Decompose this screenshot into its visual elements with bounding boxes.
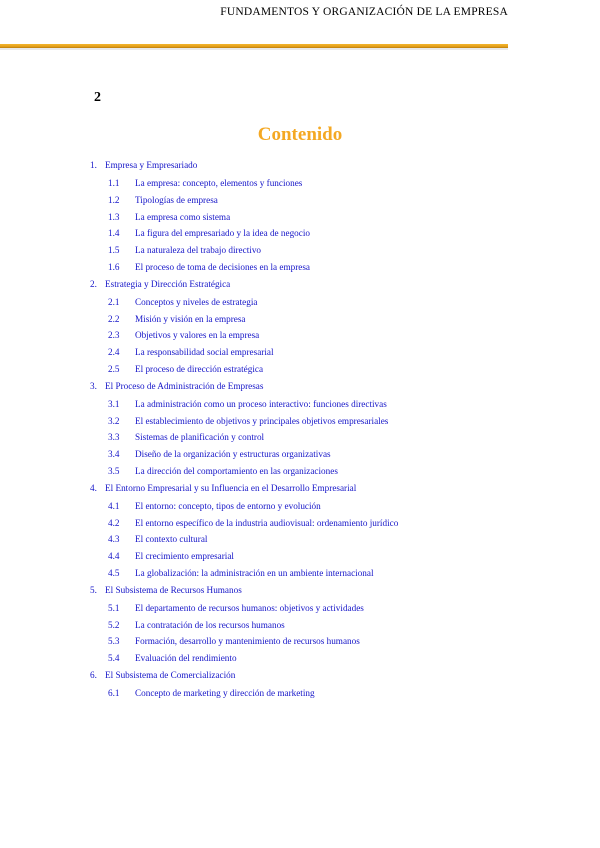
toc-section-5 [90,585,242,596]
item-title: La empresa como sistema [135,211,231,222]
toc-item [108,330,259,341]
item-number: 2.1 [108,296,120,307]
toc-item-number-link[interactable] [108,314,135,324]
toc-item-number-link[interactable] [108,449,135,459]
toc-section-link[interactable] [90,279,230,289]
toc-item-title-link[interactable] [135,228,310,238]
toc-section-link[interactable] [90,585,242,595]
toc-item [108,297,257,308]
page-number: 2 [94,90,101,105]
toc-section-3 [90,381,263,392]
toc-item [108,518,398,529]
item-title: El establecimiento de objetivos y principales objetivos empresariales [135,415,389,426]
toc-item-number-link[interactable] [108,364,135,374]
section-number: 5. [90,584,97,595]
toc-item-number-link[interactable] [108,330,135,340]
item-title: Formación, desarrollo y mantenimiento de recursos humanos [135,636,360,647]
item-title: El proceso de dirección estratégica [135,364,264,374]
toc-item [108,262,310,273]
toc-item [108,551,234,562]
item-number: 4.5 [108,568,120,578]
item-title: El crecimiento empresarial [135,551,234,562]
section-title: Empresa y Empresariado [105,160,198,170]
item-number: 1.4 [108,228,120,239]
item-number: 4.3 [108,534,120,545]
section-title: El Entorno Empresarial y su Influencia en el Desarrollo Empresarial [105,482,357,493]
toc-item-number-link[interactable] [108,518,135,528]
toc-item-title-link[interactable] [135,449,331,459]
item-title: La responsabilidad social empresarial [135,347,274,358]
item-title: La naturaleza del trabajo directivo [135,245,262,256]
toc-item-title-link[interactable] [135,212,230,222]
section-number: 3. [90,380,97,391]
toc-item-number-link[interactable] [108,688,135,698]
toc-item-title-link[interactable] [135,501,321,511]
item-number: 1.6 [108,262,120,272]
toc-item-number-link[interactable] [108,178,135,188]
toc-item-number-link[interactable] [108,653,135,663]
section-title: Estrategia y Dirección Estratégica [105,278,231,289]
item-number: 5.4 [108,653,120,664]
toc-item [108,620,285,631]
toc-item-title-link[interactable] [135,653,237,663]
section-title: El Subsistema de Comercialización [105,670,236,680]
toc-item-title-link[interactable] [135,416,388,426]
item-number: 4.4 [108,551,120,562]
toc-item-number-link[interactable] [108,432,135,442]
toc-item-number-link[interactable] [108,347,135,357]
toc-section-4 [90,483,356,494]
section-number: 2. [90,278,97,289]
toc-section-1 [90,160,197,171]
item-number: 3.5 [108,466,120,476]
item-title: El entorno: concepto, tipos de entorno y evolución [135,500,321,511]
toc-item-title-link[interactable] [135,330,259,340]
toc-item-title-link[interactable] [135,314,246,324]
item-number: 2.5 [108,364,120,374]
toc-item-title-link[interactable] [135,551,234,561]
toc-item [108,688,315,699]
toc-item-title-link[interactable] [135,262,310,272]
item-title: Sistemas de planificación y control [135,432,265,443]
item-number: 5.1 [108,602,120,613]
toc-item-number-link[interactable] [108,551,135,561]
item-number: 2.2 [108,313,120,324]
toc-item [108,449,331,460]
toc-section-link[interactable] [90,670,235,680]
toc-item-title-link[interactable] [135,245,261,255]
toc-item [108,228,310,239]
item-title: La contratación de los recursos humanos [135,619,285,630]
item-title: La administración como un proceso interactivo: funciones directivas [135,398,387,409]
toc-item [108,347,274,358]
item-number: 1.1 [108,178,120,188]
item-title: El proceso de toma de decisiones en la empresa [135,262,311,272]
item-title: La globalización: la administración en un ambiente internacional [135,568,374,578]
item-title: Objetivos y valores en la empresa [135,330,260,341]
item-title: Evaluación del rendimiento [135,653,237,664]
item-number: 3.4 [108,449,120,460]
toc-item-number-link[interactable] [108,501,135,511]
toc-item [108,399,387,410]
section-number: 6. [90,670,97,680]
toc-section-link[interactable] [90,160,197,170]
toc-item [108,178,302,189]
item-title: Concepto de marketing y dirección de marketing [135,688,315,698]
toc-title: Contenido [257,124,343,145]
toc-item [108,364,263,375]
toc-item-title-link[interactable] [135,534,207,544]
item-title: Tipologías de empresa [135,194,218,205]
toc-section-link[interactable] [90,381,263,391]
item-number: 5.2 [108,619,120,630]
item-number: 1.2 [108,194,120,205]
item-title: El contexto cultural [135,534,208,545]
toc-item [108,432,264,443]
toc-section-2 [90,279,230,290]
toc-item-number-link[interactable] [108,620,135,630]
toc-item [108,653,237,664]
toc-item-title-link[interactable] [135,620,285,630]
item-number: 3.3 [108,432,120,443]
toc-item [108,466,338,477]
toc-item [108,245,261,256]
toc-item [108,534,207,545]
item-title: Misión y visión en la empresa [135,313,246,324]
item-number: 1.5 [108,245,120,256]
toc-item-title-link[interactable] [135,347,274,357]
toc-item-number-link[interactable] [108,636,135,646]
toc-item-number-link[interactable] [108,212,135,222]
item-number: 1.3 [108,211,120,222]
toc-item-number-link[interactable] [108,416,135,426]
toc-item [108,568,374,579]
item-number: 4.2 [108,517,120,528]
toc-item-title-link[interactable] [135,364,263,374]
item-number: 2.3 [108,330,120,341]
item-title: La dirección del comportamiento en las organizaciones [135,466,338,476]
toc-item [108,636,360,647]
item-number: 3.1 [108,398,120,409]
toc-section-link[interactable] [90,483,356,493]
toc-item-number-link[interactable] [108,534,135,544]
item-number: 2.4 [108,347,120,358]
toc-item [108,416,388,427]
toc-item [108,195,218,206]
item-number: 5.3 [108,636,120,647]
toc-item-title-link[interactable] [135,466,338,476]
toc-item-number-link[interactable] [108,568,135,578]
toc-item-title-link[interactable] [135,195,218,205]
toc-item-number-link[interactable] [108,297,135,307]
toc-item [108,603,364,614]
item-title: El departamento de recursos humanos: objetivos y actividades [135,602,364,613]
item-title: El entorno específico de la industria audiovisual: ordenamiento jurídico [135,517,399,528]
item-number: 4.1 [108,500,120,511]
section-title: El Subsistema de Recursos Humanos [105,584,242,595]
toc-item [108,212,230,223]
toc-item-number-link[interactable] [108,262,135,272]
toc-item-title-link[interactable] [135,568,374,578]
toc-item-number-link[interactable] [108,466,135,476]
section-number: 1. [90,160,97,170]
toc-item-number-link[interactable] [108,228,135,238]
toc-item [108,314,246,325]
toc-item-title-link[interactable] [135,603,364,613]
toc-item-title-link[interactable] [135,399,387,409]
toc-item-title-link[interactable] [135,432,264,442]
section-number: 4. [90,482,97,493]
toc-item-number-link[interactable] [108,399,135,409]
toc-section-6 [90,670,235,681]
toc-item-title-link[interactable] [135,178,302,188]
header-title: FUNDAMENTOS Y ORGANIZACIÓN DE LA EMPRESA [220,6,508,18]
toc-item-title-link[interactable] [135,636,360,646]
toc-item-title-link[interactable] [135,297,257,307]
toc-item [108,501,321,512]
item-title: La empresa: concepto, elementos y funciones [135,178,303,188]
item-title: Diseño de la organización y estructuras organizativas [135,449,331,460]
item-title: Conceptos y niveles de estrategia [135,296,258,307]
toc-item-number-link[interactable] [108,603,135,613]
toc-item-number-link[interactable] [108,245,135,255]
toc-item-number-link[interactable] [108,195,135,205]
item-number: 6.1 [108,688,120,698]
item-number: 3.2 [108,415,120,426]
item-title: La figura del empresariado y la idea de negocio [135,228,310,239]
toc-item-title-link[interactable] [135,688,315,698]
section-title: El Proceso de Administración de Empresas [105,380,264,391]
toc-item-title-link[interactable] [135,518,398,528]
